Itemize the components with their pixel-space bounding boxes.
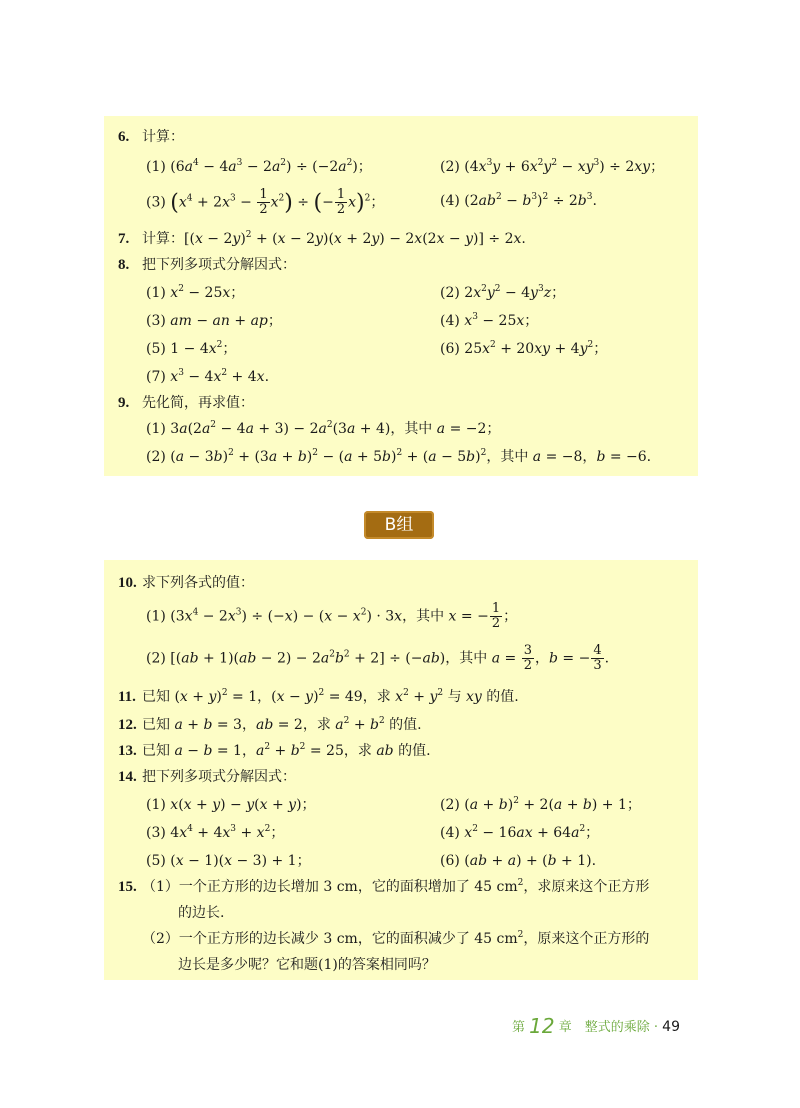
- problem-text: 边长是多少呢？它和题(1)的答案相同吗？: [178, 957, 436, 973]
- ask-label: 求: [316, 717, 331, 733]
- problem-title: 求下列各式的值：: [142, 575, 254, 591]
- problem-number: 7.: [118, 231, 130, 247]
- value-label: 的值.: [486, 689, 519, 705]
- problem-text: （2）一个正方形的边长减少 3 cm，它的面积减少了 45 cm: [142, 931, 518, 947]
- where-label: 其中: [500, 449, 529, 465]
- value-label: 的值.: [398, 743, 431, 759]
- value-label: 的值.: [389, 717, 422, 733]
- with-label: 与: [447, 689, 462, 705]
- exercise-box-group-b: 10. 求下列各式的值： (1) $(3x^4 - 2x^3) \div (-x) - (x - x^2) \cdot 3x$，其中 x = − $\frac{1}{2}$ ； (2) $[(ab + 1)(ab - 2) - 2a^2b^2 + 2] \div (-ab)$，其中 a = $\frac{3}{2}$ ，b = − $\frac{4}{3}$ . 11. 已知 $(x + y)^2 = 1$，$(x - y)^2 = 49$，求 $x^2 + y^2$ 与 xy 的值. 12. 已知 a + b = 3，ab = 2，求 $a^2 + b^2$ 的值. 13. 已知 a − b = 1，$a^2 + b^2 = 25$，求 ab 的值. 14. 把下列多项式分解因式： (1) x(x + y) − y(x + y)； (2) $(a + b)^2 + 2(a + b) + 1$； (3) $4x^4 + 4x^3 + x^2$； (4) $x^2 - 16ax + 64a^2$； (5) (x − 1)(x − 3) + 1； (6) (ab + a) + (b + 1). 15. （1）一个正方形的边长增加 3 cm，它的面积增加了 45 $cm^2$，求原来这个正方形 的边长. （2）一个正方形的边长减少 3 cm，它的面积减少了 45 $cm^2$，原来这个正方形的 边长是多少呢？它和题(1)的答案相同吗？: [104, 560, 698, 980]
- problem-number: 15.: [118, 879, 137, 895]
- problem-number: 13.: [118, 743, 137, 759]
- chapter-title: 章 整式的乘除 ·: [558, 1020, 659, 1035]
- ask-label: 求: [357, 743, 372, 759]
- chapter-prefix: 第: [512, 1020, 526, 1035]
- problem-title: 计算：: [142, 231, 184, 247]
- problem-title: 先化简，再求值：: [142, 395, 254, 411]
- known-label: 已知: [142, 743, 170, 759]
- known-label: 已知: [142, 689, 170, 705]
- ask-label: 求: [376, 689, 391, 705]
- problem-number: 8.: [118, 257, 130, 273]
- problem-title: 把下列多项式分解因式：: [142, 769, 296, 785]
- where-label: 其中: [404, 421, 433, 437]
- chapter-number: 12: [529, 1014, 555, 1038]
- problem-number: 12.: [118, 717, 137, 733]
- problem-number: 14.: [118, 769, 137, 785]
- problem-text: ，原来这个正方形的: [523, 931, 650, 947]
- problem-title: 把下列多项式分解因式：: [142, 257, 296, 273]
- problem-text: （1）一个正方形的边长增加 3 cm，它的面积增加了 45 cm: [142, 879, 518, 895]
- problem-number: 6.: [118, 129, 130, 145]
- problem-text: ，求原来这个正方形: [523, 879, 650, 895]
- problem-text: 的边长.: [178, 905, 225, 921]
- known-label: 已知: [142, 717, 170, 733]
- page-number: 49: [662, 1019, 680, 1035]
- group-b-badge: B组: [364, 511, 434, 539]
- exercise-box-group-a: 6. 计算： (1) $(6a^4 - 4a^3 - 2a^2) \div (-2a^2)$； (2) $(4x^3y + 6x^2y^2 - xy^3) \div 2xy$； (3) ($x^4 + 2x^3$ − $\frac{1}{2}$ $x^2$) ÷ (− $\frac{1}{2}$ x)$^2$； (4) $(2ab^2 - b^3)^2 \div 2b^3$. 7. 计算：$[(x - 2y)^2 + (x - 2y)(x + 2y) - 2x(2x - y)] \div 2x$. 8. 把下列多项式分解因式： (1) $x^2 - 25x$； (2) $2x^2y^2 - 4y^3z$； (3) am − an + ap； (4) $x^3 - 25x$； (5) $1 - 4x^2$； (6) $25x^2 + 20xy + 4y^2$； (7) $x^3 - 4x^2 + 4x$. 9. 先化简，再求值： (1) $3a(2a^2 - 4a + 3) - 2a^2(3a + 4)$，其中 a = −2； (2) $(a - 3b)^2 + (3a + b)^2 - (a + 5b)^2 + (a - 5b)^2$，其中 a = −8，b = −6.: [104, 116, 698, 476]
- page-footer: [512, 1014, 680, 1038]
- problem-number: 11.: [118, 689, 136, 705]
- problem-number: 9.: [118, 395, 130, 411]
- problem-title: 计算：: [142, 129, 184, 145]
- problem-number: 10.: [118, 575, 137, 591]
